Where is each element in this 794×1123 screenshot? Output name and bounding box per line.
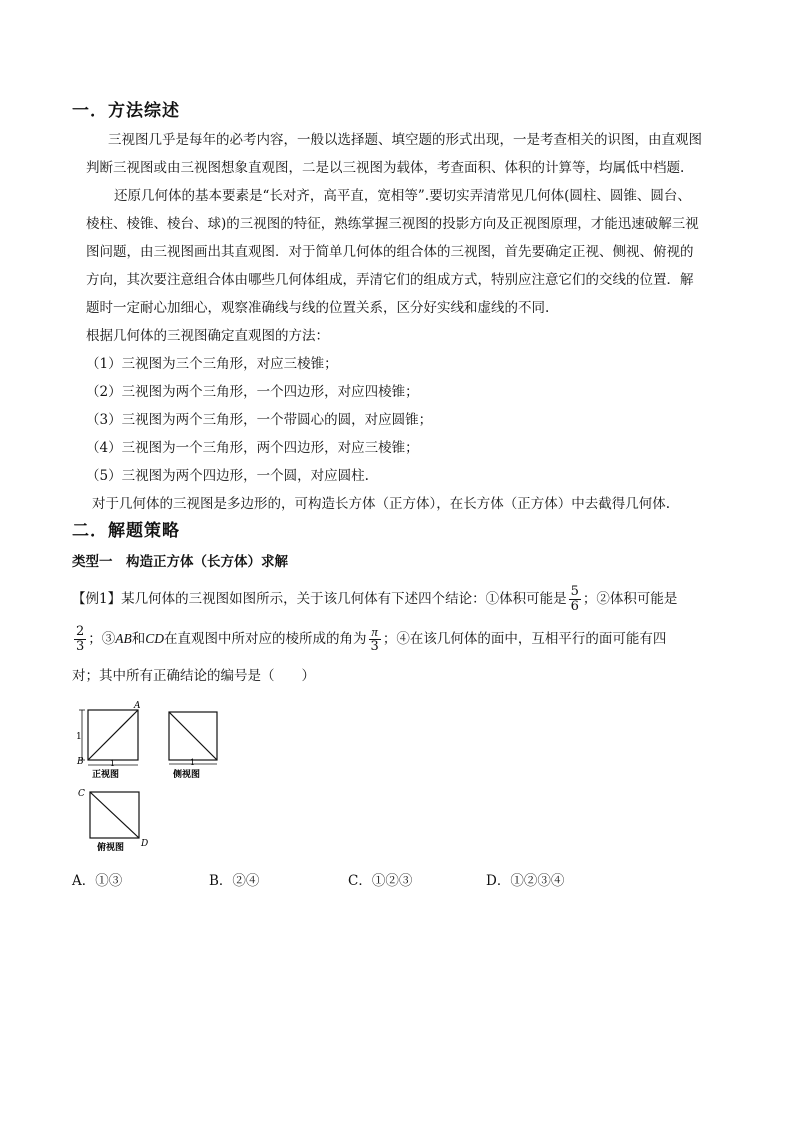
example-tag: 【例1】 — [72, 591, 122, 607]
paragraph-1-line-2: 判断三视图或由三视图想象直观图，二是以三视图为载体，考查面积、体积的计算等，均属低中档题. — [86, 160, 685, 176]
section-2-title: 二．解题策略 — [72, 521, 180, 541]
example-line-1 — [72, 584, 677, 614]
example-line-3: 对；其中所有正确结论的编号是（ ） — [72, 668, 315, 684]
paragraph-2-line-5: 题时一定耐心加细心，观察准确线与线的位置关系，区分好实线和虚线的不同. — [86, 300, 550, 316]
side-width-dim: 1 — [190, 758, 196, 767]
top-view-label: 俯视图 — [97, 843, 125, 853]
example-text-1a: 某几何体的三视图如图所示，关于该几何体有下述四个结论：①体积可能是 — [121, 591, 567, 607]
example-text-2b: 和 — [131, 631, 146, 647]
example-line-2 — [72, 624, 666, 654]
paragraph-1-line-1: 三视图几乎是每年的必考内容，一般以选择题、填空题的形式出现，一是考查相关的识图，由直观图 — [108, 132, 702, 148]
example-text-1b: ；②体积可能是 — [582, 591, 678, 607]
point-d-label: D — [141, 839, 149, 849]
example-text-2a: ；③ — [88, 631, 116, 647]
section-1-title: 一．方法综述 — [72, 101, 180, 121]
top-view — [78, 789, 148, 853]
point-c-label: C — [78, 789, 85, 799]
type-1-title: 类型一 构造正方体（长方体）求解 — [72, 554, 288, 570]
paragraph-2-line-3: 图问题，由三视图画出其直观图．对于简单几何体的组合体的三视图，首先要确定正视、侧视、俯视的 — [86, 244, 694, 260]
side-view — [169, 712, 217, 780]
point-b-label: B — [77, 757, 84, 767]
point-a-label: A — [134, 701, 141, 711]
fraction-two-thirds: $\frac{2}{3}$ — [76, 624, 85, 654]
front-height-dim: 1 — [76, 732, 82, 742]
option-b[interactable]: B．②④ — [209, 873, 260, 889]
front-view-label: 正视图 — [92, 770, 120, 780]
closing-note: 对于几何体的三视图是多边形的，可构造长方体（正方体），在长方体（正方体）中去截得几何体. — [92, 496, 671, 512]
method-item-3: （3）三视图为两个三角形，一个带圆心的圆，对应圆锥； — [86, 412, 433, 428]
segment-cd: CD — [145, 631, 165, 646]
fraction-five-sixths: $\frac{5}{6}$ — [570, 584, 579, 614]
method-item-2: （2）三视图为两个三角形，一个四边形，对应四棱锥； — [86, 384, 419, 400]
example-text-2c: 在直观图中所对应的棱所成的角为 — [164, 631, 367, 647]
front-width-dim: 1 — [110, 759, 116, 768]
three-view-figure — [70, 700, 230, 860]
option-c[interactable]: C．①②③ — [348, 873, 413, 889]
segment-ab: AB — [115, 631, 132, 646]
method-item-5: （5）三视图为两个四边形，一个圆，对应圆柱. — [86, 468, 369, 484]
paragraph-2-line-2: 棱柱、棱锥、棱台、球)的三视图的特征，熟练掌握三视图的投影方向及正视图原理，才能迅速破解三视 — [86, 216, 699, 232]
option-a[interactable]: A．①③ — [72, 873, 123, 889]
method-item-1: （1）三视图为三个三角形，对应三棱锥； — [86, 356, 338, 372]
method-item-4: （4）三视图为一个三角形，两个四边形，对应三棱锥； — [86, 440, 419, 456]
side-view-label: 侧视图 — [173, 770, 201, 780]
paragraph-2-line-4: 方向，其次要注意组合体由哪些几何体组成，弄清它们的组成方式，特别应注意它们的交线的位置．解 — [86, 272, 694, 288]
paragraph-2-line-1: 还原几何体的基本要素是“长对齐，高平直，宽相等”.要切实弄清常见几何体(圆柱、圆锥、圆台、 — [114, 188, 691, 204]
front-view — [76, 701, 141, 780]
option-d[interactable]: D．①②③④ — [486, 873, 565, 889]
fraction-pi-thirds: $\frac{\pi}{3}$ — [370, 624, 379, 654]
method-intro: 根据几何体的三视图确定直观图的方法： — [86, 328, 329, 344]
example-text-2d: ；④在该几何体的面中，互相平行的面可能有四 — [382, 631, 667, 647]
